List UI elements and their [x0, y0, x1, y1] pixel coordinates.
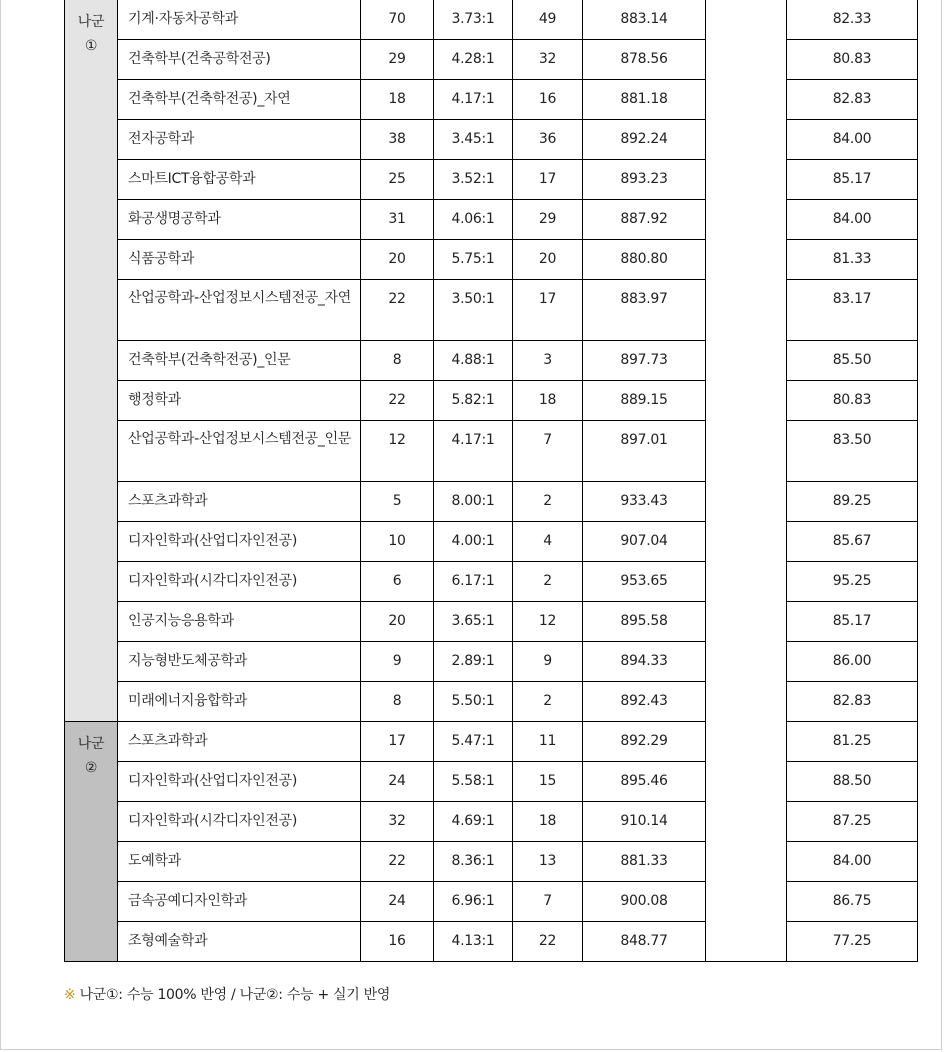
score-2-cell: 82.83	[787, 682, 918, 722]
score-cell: 848.77	[583, 922, 706, 962]
table-row	[65, 200, 918, 240]
table-row	[65, 120, 918, 160]
score-cell: 889.15	[583, 381, 706, 421]
quota-cell: 22	[361, 381, 434, 421]
table-row	[65, 522, 918, 562]
table-row	[65, 421, 918, 482]
competition-ratio-cell: 8.36:1	[434, 842, 513, 882]
competition-ratio-cell: 4.28:1	[434, 40, 513, 80]
department-cell: 전자공학과	[118, 120, 361, 160]
additional-admits-cell: 2	[513, 562, 583, 602]
score-cell: 900.08	[583, 882, 706, 922]
table-row	[65, 682, 918, 722]
score-cell: 881.33	[583, 842, 706, 882]
quota-cell: 32	[361, 802, 434, 842]
quota-cell: 20	[361, 240, 434, 280]
table-row	[65, 642, 918, 682]
quota-cell: 24	[361, 882, 434, 922]
competition-ratio-cell: 3.50:1	[434, 280, 513, 341]
department-cell: 디자인학과(시각디자인전공)	[118, 802, 361, 842]
score-cell: 907.04	[583, 522, 706, 562]
table-row	[65, 602, 918, 642]
department-cell: 스포츠과학과	[118, 482, 361, 522]
competition-ratio-cell: 3.52:1	[434, 160, 513, 200]
department-cell: 미래에너지융합학과	[118, 682, 361, 722]
quota-cell: 31	[361, 200, 434, 240]
additional-admits-cell: 12	[513, 602, 583, 642]
table-row	[65, 922, 918, 962]
score-2-cell: 86.00	[787, 642, 918, 682]
additional-admits-cell: 7	[513, 882, 583, 922]
additional-admits-cell: 3	[513, 341, 583, 381]
group-cell	[65, 0, 118, 722]
department-cell: 건축학부(건축학전공)_인문	[118, 341, 361, 381]
competition-ratio-cell: 4.69:1	[434, 802, 513, 842]
quota-cell: 10	[361, 522, 434, 562]
table-row	[65, 240, 918, 280]
additional-admits-cell: 18	[513, 802, 583, 842]
additional-admits-cell: 7	[513, 421, 583, 482]
table-row	[65, 80, 918, 120]
score-cell: 893.23	[583, 160, 706, 200]
score-2-cell: 84.00	[787, 200, 918, 240]
department-cell: 행정학과	[118, 381, 361, 421]
score-2-cell: 82.83	[787, 80, 918, 120]
table-row	[65, 160, 918, 200]
additional-admits-cell: 9	[513, 642, 583, 682]
department-cell: 기계·자동차공학과	[118, 0, 361, 40]
score-cell: 894.33	[583, 642, 706, 682]
score-cell: 895.58	[583, 602, 706, 642]
score-cell: 880.80	[583, 240, 706, 280]
department-cell: 디자인학과(산업디자인전공)	[118, 522, 361, 562]
competition-ratio-cell: 8.00:1	[434, 482, 513, 522]
quota-cell: 12	[361, 421, 434, 482]
competition-ratio-cell: 5.50:1	[434, 682, 513, 722]
score-2-cell: 83.50	[787, 421, 918, 482]
table-row	[65, 482, 918, 522]
department-cell: 금속공예디자인학과	[118, 882, 361, 922]
department-cell: 디자인학과(시각디자인전공)	[118, 562, 361, 602]
competition-ratio-cell: 2.89:1	[434, 642, 513, 682]
score-cell: 897.01	[583, 421, 706, 482]
competition-ratio-cell: 5.75:1	[434, 240, 513, 280]
additional-admits-cell: 11	[513, 722, 583, 762]
quota-cell: 22	[361, 280, 434, 341]
table-row	[65, 40, 918, 80]
quota-cell: 18	[361, 80, 434, 120]
score-2-cell: 85.17	[787, 160, 918, 200]
department-cell: 건축학부(건축공학전공)	[118, 40, 361, 80]
department-cell: 도예학과	[118, 842, 361, 882]
score-cell: 897.73	[583, 341, 706, 381]
quota-cell: 22	[361, 842, 434, 882]
quota-cell: 20	[361, 602, 434, 642]
group-cell	[65, 722, 118, 962]
department-cell: 스포츠과학과	[118, 722, 361, 762]
table-row	[65, 802, 918, 842]
score-cell: 910.14	[583, 802, 706, 842]
additional-admits-cell: 2	[513, 682, 583, 722]
score-2-cell: 85.67	[787, 522, 918, 562]
competition-ratio-cell: 6.17:1	[434, 562, 513, 602]
footnote-text: 나군①: 수능 100% 반영 / 나군②: 수능 + 실기 반영	[75, 987, 391, 1003]
additional-admits-cell: 29	[513, 200, 583, 240]
score-2-cell: 81.33	[787, 240, 918, 280]
competition-ratio-cell: 5.82:1	[434, 381, 513, 421]
quota-cell: 70	[361, 0, 434, 40]
additional-admits-cell: 16	[513, 80, 583, 120]
score-2-cell: 80.83	[787, 381, 918, 421]
score-cell: 895.46	[583, 762, 706, 802]
department-cell: 지능형반도체공학과	[118, 642, 361, 682]
score-2-cell: 82.33	[787, 0, 918, 40]
department-cell: 산업공학과-산업정보시스템전공_자연	[118, 280, 361, 341]
quota-cell: 29	[361, 40, 434, 80]
score-cell: 883.97	[583, 280, 706, 341]
score-2-cell: 89.25	[787, 482, 918, 522]
score-cell: 878.56	[583, 40, 706, 80]
department-cell: 산업공학과-산업정보시스템전공_인문	[118, 421, 361, 482]
quota-cell: 24	[361, 762, 434, 802]
quota-cell: 8	[361, 682, 434, 722]
score-2-cell: 88.50	[787, 762, 918, 802]
additional-admits-cell: 32	[513, 40, 583, 80]
quota-cell: 16	[361, 922, 434, 962]
score-2-cell: 84.00	[787, 842, 918, 882]
score-cell: 892.24	[583, 120, 706, 160]
empty-column-cell	[706, 0, 787, 962]
additional-admits-cell: 13	[513, 842, 583, 882]
score-2-cell: 85.50	[787, 341, 918, 381]
group-label: ②	[84, 760, 98, 776]
competition-ratio-cell: 4.88:1	[434, 341, 513, 381]
competition-ratio-cell: 3.65:1	[434, 602, 513, 642]
table-row	[65, 341, 918, 381]
table-row	[65, 280, 918, 341]
quota-cell: 5	[361, 482, 434, 522]
table-row	[65, 0, 918, 40]
additional-admits-cell: 17	[513, 160, 583, 200]
table-row	[65, 562, 918, 602]
score-2-cell: 84.00	[787, 120, 918, 160]
competition-ratio-cell: 3.45:1	[434, 120, 513, 160]
department-cell: 건축학부(건축학전공)_자연	[118, 80, 361, 120]
quota-cell: 8	[361, 341, 434, 381]
competition-ratio-cell: 4.17:1	[434, 80, 513, 120]
score-2-cell: 95.25	[787, 562, 918, 602]
quota-cell: 38	[361, 120, 434, 160]
additional-admits-cell: 4	[513, 522, 583, 562]
reference-mark-icon: ※	[64, 987, 76, 1003]
admissions-results-table	[64, 0, 918, 962]
competition-ratio-cell: 4.00:1	[434, 522, 513, 562]
score-2-cell: 83.17	[787, 280, 918, 341]
department-cell: 식품공학과	[118, 240, 361, 280]
additional-admits-cell: 36	[513, 120, 583, 160]
score-cell: 892.29	[583, 722, 706, 762]
department-cell: 인공지능응용학과	[118, 602, 361, 642]
table-row	[65, 722, 918, 762]
additional-admits-cell: 49	[513, 0, 583, 40]
department-cell: 조형예술학과	[118, 922, 361, 962]
table-row	[65, 842, 918, 882]
table-row	[65, 762, 918, 802]
score-cell: 883.14	[583, 0, 706, 40]
competition-ratio-cell: 4.17:1	[434, 421, 513, 482]
competition-ratio-cell: 3.73:1	[434, 0, 513, 40]
quota-cell: 6	[361, 562, 434, 602]
department-cell: 디자인학과(산업디자인전공)	[118, 762, 361, 802]
score-cell: 881.18	[583, 80, 706, 120]
score-cell: 953.65	[583, 562, 706, 602]
department-cell: 스마트ICT융합공학과	[118, 160, 361, 200]
competition-ratio-cell: 6.96:1	[434, 882, 513, 922]
score-2-cell: 77.25	[787, 922, 918, 962]
competition-ratio-cell: 4.13:1	[434, 922, 513, 962]
competition-ratio-cell: 4.06:1	[434, 200, 513, 240]
score-2-cell: 85.17	[787, 602, 918, 642]
score-cell: 933.43	[583, 482, 706, 522]
table-row	[65, 882, 918, 922]
competition-ratio-cell: 5.58:1	[434, 762, 513, 802]
score-cell: 892.43	[583, 682, 706, 722]
additional-admits-cell: 17	[513, 280, 583, 341]
table-row	[65, 381, 918, 421]
score-2-cell: 87.25	[787, 802, 918, 842]
group-label: 나군	[77, 736, 105, 752]
score-cell: 887.92	[583, 200, 706, 240]
additional-admits-cell: 2	[513, 482, 583, 522]
group-label: ①	[84, 38, 98, 54]
department-cell: 화공생명공학과	[118, 200, 361, 240]
competition-ratio-cell: 5.47:1	[434, 722, 513, 762]
additional-admits-cell: 18	[513, 381, 583, 421]
score-2-cell: 86.75	[787, 882, 918, 922]
score-2-cell: 80.83	[787, 40, 918, 80]
additional-admits-cell: 20	[513, 240, 583, 280]
quota-cell: 17	[361, 722, 434, 762]
additional-admits-cell: 22	[513, 922, 583, 962]
quota-cell: 9	[361, 642, 434, 682]
group-label: 나군	[77, 14, 105, 30]
footnote	[64, 984, 390, 1004]
additional-admits-cell: 15	[513, 762, 583, 802]
score-2-cell: 81.25	[787, 722, 918, 762]
quota-cell: 25	[361, 160, 434, 200]
